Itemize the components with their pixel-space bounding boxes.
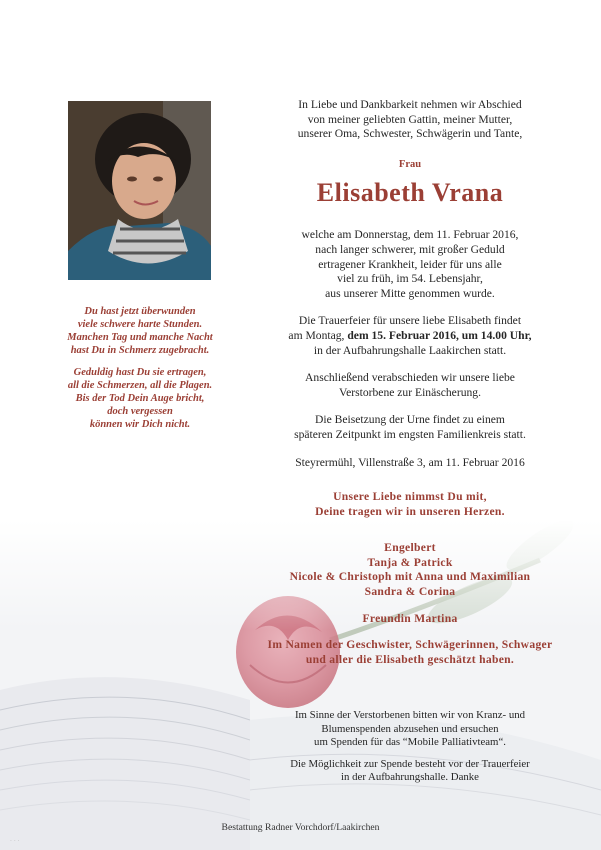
donation-line: Im Sinne der Verstorbenen bitten wir von Kranz- und xyxy=(294,709,526,722)
poem-line: Geduldig hast Du sie ertragen, xyxy=(73,367,207,378)
deceased-name: Elisabeth Vrana xyxy=(316,178,504,208)
announcement-column xyxy=(240,98,580,785)
donation-line: Blumenspenden abzusehen und ersuchen xyxy=(321,722,499,735)
poem-line: hast Du in Schmerz zugebracht. xyxy=(70,345,210,356)
donation-box-line: in der Aufbahrungshalle. Danke xyxy=(341,771,479,784)
verse-line: Unsere Liebe nimmst Du mit, xyxy=(333,490,487,504)
farewell-line: Anschließend verabschieden wir unsere liebe xyxy=(305,371,515,385)
poem-line: Manchen Tag und manche Nacht xyxy=(67,332,213,343)
ceremony-date: dem 15. Februar 2016, um 14.00 Uhr, xyxy=(347,328,532,342)
farewell-line: Verstorbene zur Einäscherung. xyxy=(339,385,481,399)
death-notice xyxy=(240,228,580,301)
mourners-list xyxy=(240,541,580,599)
intro-text xyxy=(240,98,580,142)
poem-stanza-1 xyxy=(55,305,225,357)
relatives-note xyxy=(240,638,580,667)
poem-line: Bis der Tod Dein Auge bricht, xyxy=(75,393,205,404)
portrait-photo xyxy=(68,101,211,280)
urn-line: späteren Zeitpunkt im engsten Familienkreis statt. xyxy=(294,427,526,441)
verse-line: Deine tragen wir in unseren Herzen. xyxy=(315,504,505,518)
donation-request xyxy=(240,709,580,750)
farewell-info xyxy=(240,371,580,400)
death-line: welche am Donnerstag, dem 11. Februar 2016, xyxy=(301,228,519,242)
poem-line: Du hast jetzt überwunden xyxy=(84,306,196,317)
print-mark: · · · xyxy=(10,838,20,845)
poem-line: können wir Dich nicht. xyxy=(89,419,191,430)
death-line: aus unserer Mitte genommen wurde. xyxy=(325,286,495,300)
honorific: Frau xyxy=(398,158,422,170)
death-line: ertragener Krankheit, leider für uns alle xyxy=(318,257,502,271)
mourner: Engelbert xyxy=(384,541,436,555)
funeral-home-credit: Bestattung Radner Vorchdorf/Laakirchen xyxy=(221,822,380,833)
poem-stanza-2 xyxy=(55,366,225,431)
donation-line: um Spenden für das “Mobile Palliativteam“. xyxy=(314,736,506,749)
poem-line: all die Schmerzen, all die Plagen. xyxy=(67,380,213,391)
intro-line: In Liebe und Dankbarkeit nehmen wir Abschied xyxy=(298,98,522,111)
closing-verse xyxy=(240,490,580,519)
ceremony-prefix: am Montag, xyxy=(288,328,348,342)
ceremony-line: in der Aufbahrungshalle Laakirchen statt. xyxy=(313,343,507,357)
relatives-line: Im Namen der Geschwister, Schwägerinnen, Schwager xyxy=(267,638,553,652)
ceremony-date-line xyxy=(240,329,580,344)
intro-line: unserer Oma, Schwester, Schwägerin und Tante, xyxy=(297,127,523,141)
death-line: nach langer schwerer, mit großer Geduld xyxy=(315,242,505,256)
intro-line: von meiner geliebten Gattin, meiner Mutter, xyxy=(307,112,513,126)
poem-line: doch vergessen xyxy=(107,406,173,417)
donation-box-note xyxy=(240,758,580,785)
ceremony-info xyxy=(240,314,580,358)
ceremony-line: Die Trauerfeier für unsere liebe Elisabeth findet xyxy=(298,314,522,328)
mourner: Sandra & Corina xyxy=(364,585,456,599)
donation-box-line: Die Möglichkeit zur Spende besteht vor der Trauerfeier xyxy=(290,757,530,770)
memorial-poem xyxy=(55,305,225,440)
urn-line: Die Beisetzung der Urne findet zu einem xyxy=(315,413,505,427)
poem-line: viele schwere harte Stunden. xyxy=(77,319,203,330)
friend-name: Freundin Martina xyxy=(362,611,458,625)
mourner: Nicole & Christoph mit Anna und Maximilian xyxy=(289,570,531,584)
mourner: Tanja & Patrick xyxy=(367,555,453,569)
urn-info xyxy=(240,413,580,442)
death-line: viel zu früh, im 54. Lebensjahr, xyxy=(337,272,483,286)
relatives-line: und aller die Elisabeth geschätzt haben. xyxy=(305,652,515,666)
place-date: Steyrermühl, Villenstraße 3, am 11. Februar 2016 xyxy=(295,455,525,469)
